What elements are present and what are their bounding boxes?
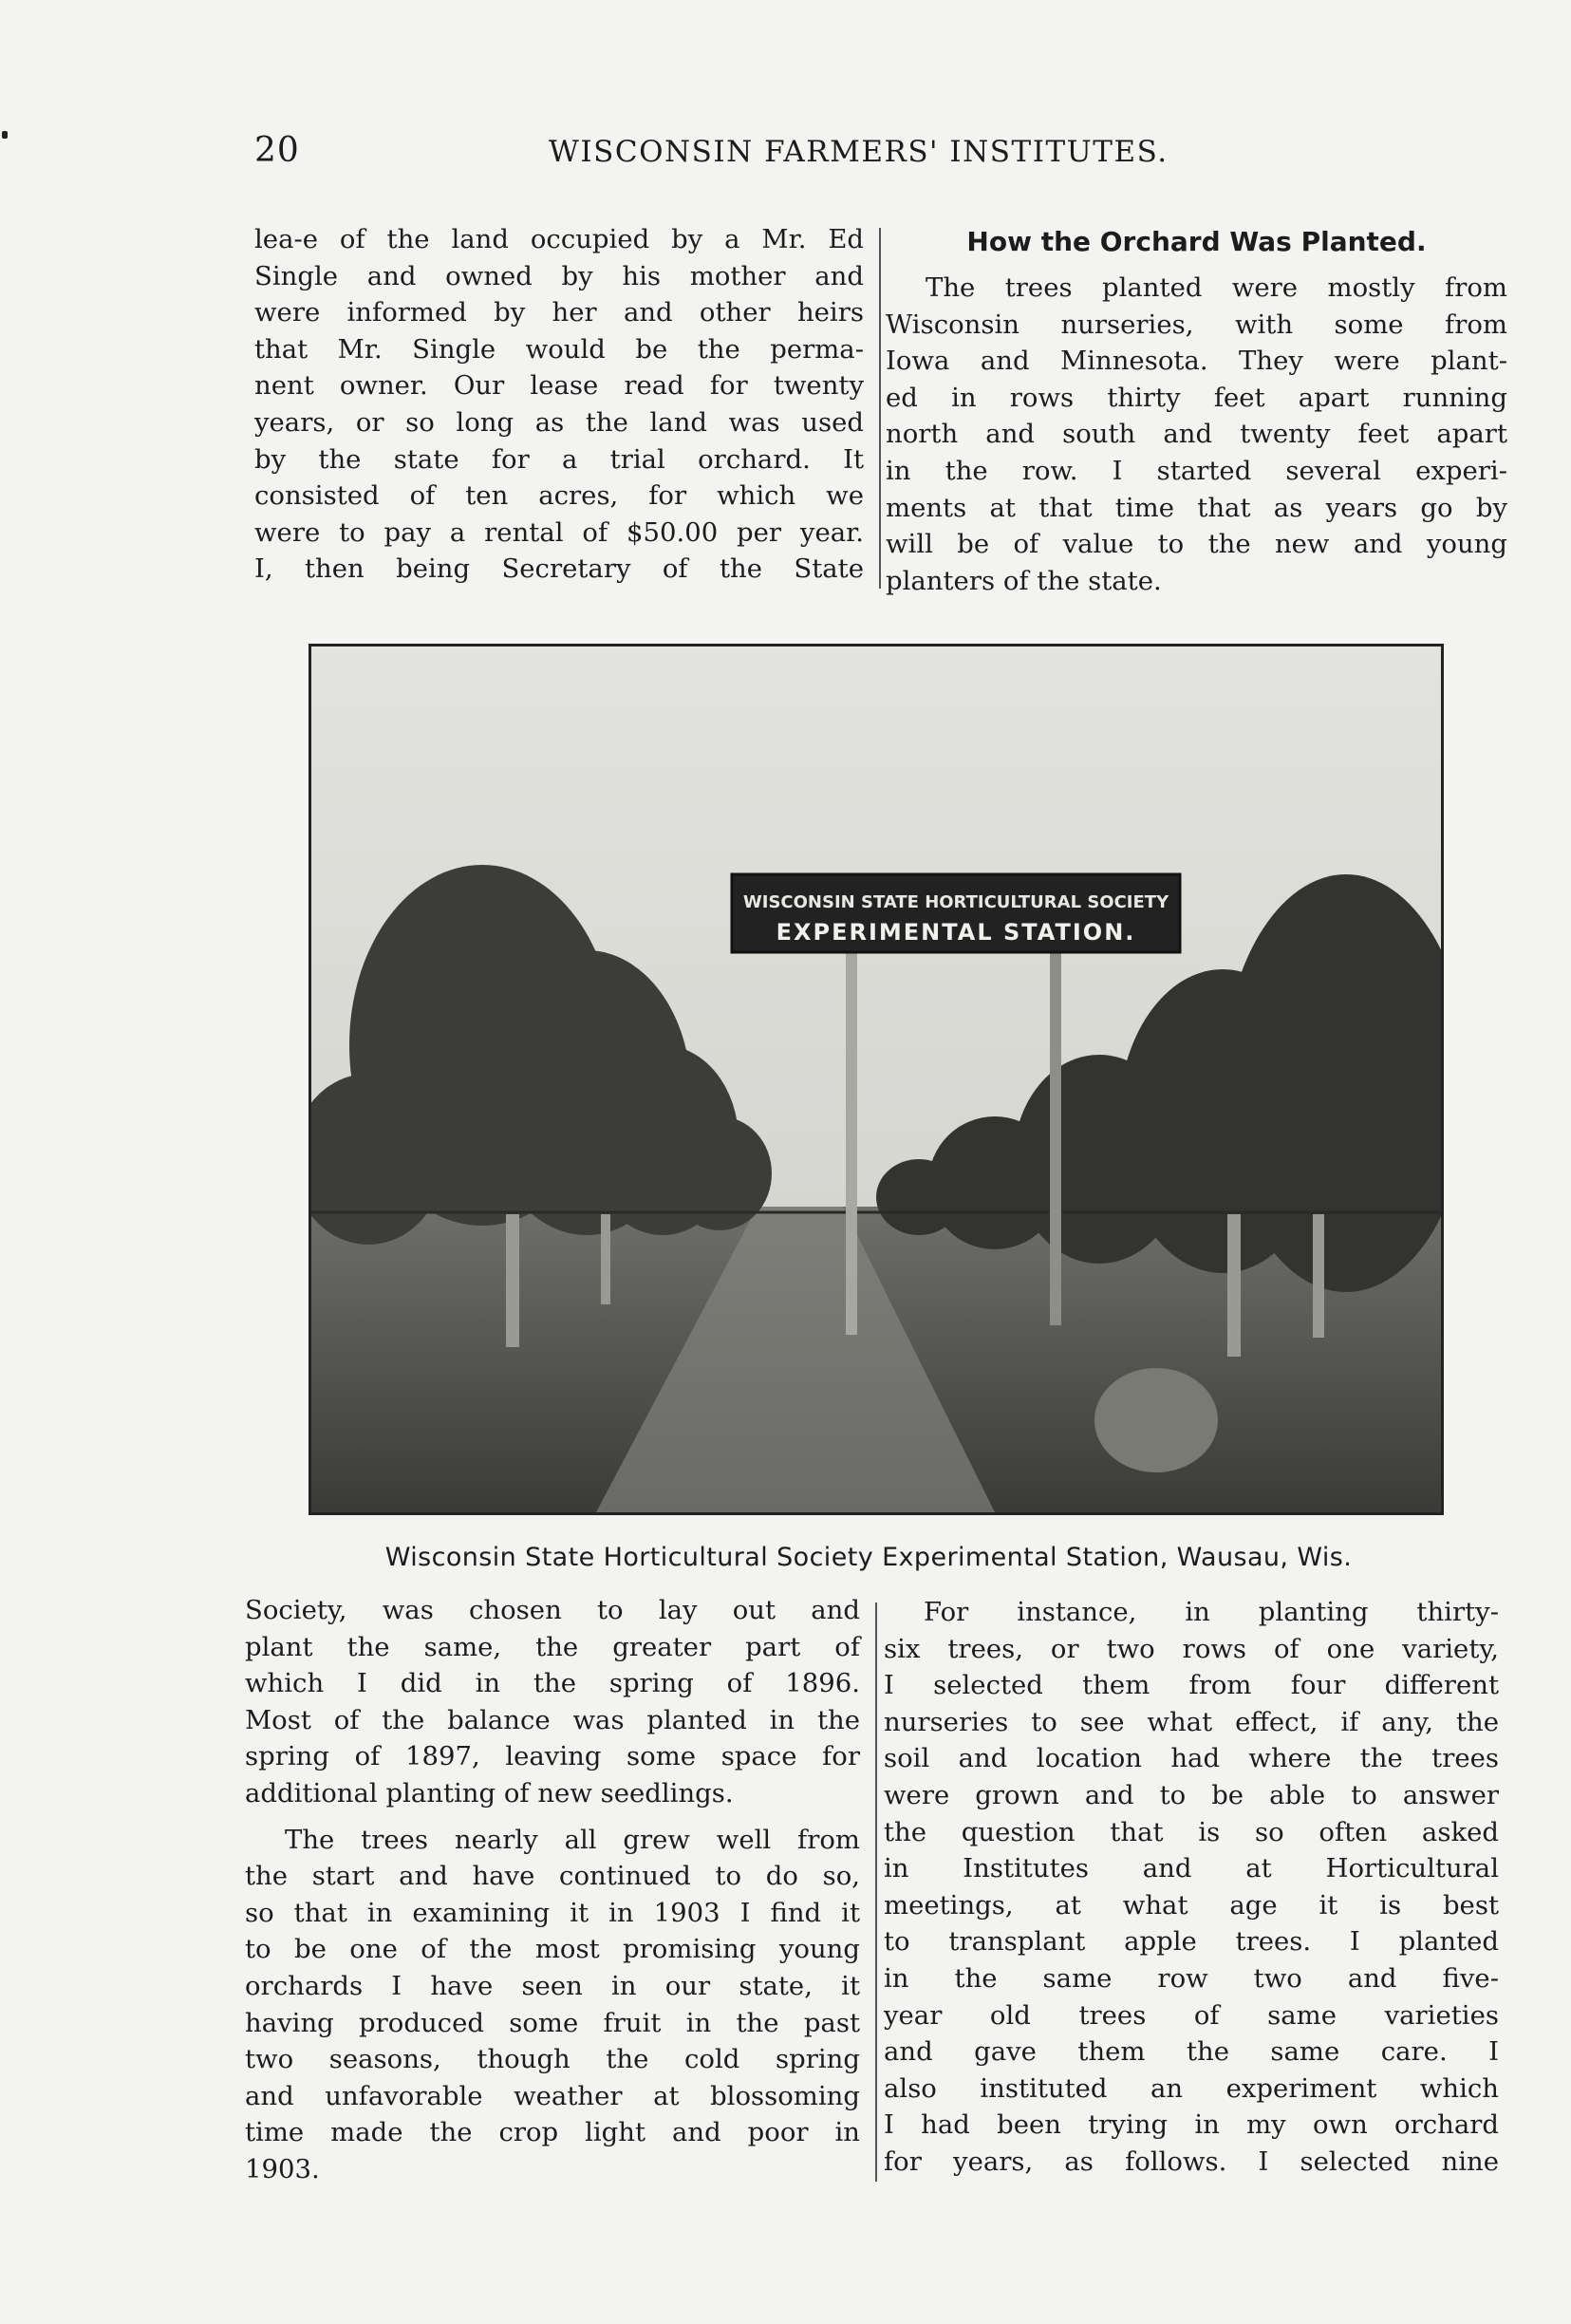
text-line: plant the same, the greater part of	[245, 1631, 860, 1662]
text-line: will be of value to the new and young	[886, 529, 1507, 560]
text-line: also instituted an experiment which	[884, 2072, 1499, 2104]
text-line: and unfavorable weather at blossoming	[245, 2080, 860, 2111]
text-line: ed in rows thirty feet apart running	[886, 382, 1507, 413]
sign-line-1: WISCONSIN STATE HORTICULTURAL SOCIETY	[742, 892, 1169, 912]
text-line: in Institutes and at Horticultural	[884, 1853, 1499, 1884]
text-line: lea-e of the land occupied by a Mr. Ed	[254, 224, 864, 254]
text-line: by the state for a trial orchard. It	[254, 443, 864, 475]
bottom-left-paragraph-2	[245, 1822, 860, 2188]
text-line: for years, as follows. I selected nine	[884, 2146, 1499, 2177]
text-line: in the same row two and five-	[884, 1962, 1499, 1994]
photo-caption: Wisconsin State Horticultural Society Experimental Station, Wausau, Wis.	[384, 1543, 1353, 1572]
text-line: nurseries to see what effect, if any, the	[884, 1706, 1499, 1737]
text-line: Single and owned by his mother and	[254, 260, 864, 291]
bottom-right-column	[884, 1594, 1499, 2181]
text-line: Society, was chosen to lay out and	[245, 1595, 860, 1625]
text-line: year old trees of same varieties	[884, 1999, 1499, 2031]
section-heading: How the Orchard Was Planted.	[966, 226, 1427, 257]
text-line: 1903.	[245, 2153, 320, 2184]
text-line: nent owner. Our lease read for twenty	[254, 370, 864, 402]
text-line: and gave them the same care. I	[884, 2036, 1499, 2068]
top-right-column	[886, 224, 1507, 599]
column-rule-top	[879, 228, 881, 589]
column-rule-bottom	[875, 1602, 877, 2182]
orchard-scene	[311, 647, 1441, 1512]
text-line: meetings, at what age it is best	[884, 1889, 1499, 1921]
top-right-text	[886, 270, 1507, 599]
text-line: which I did in the spring of 1896.	[245, 1668, 860, 1699]
text-line: The trees nearly all grew well from	[285, 1824, 860, 1855]
text-line: orchards I have seen in our state, it	[245, 1970, 860, 2001]
scan-speck	[2, 131, 8, 139]
text-line: that Mr. Single would be the perma-	[254, 333, 864, 365]
text-line: planters of the state.	[886, 565, 1162, 596]
bottom-left-paragraph-1	[245, 1592, 860, 1812]
page-number: 20	[254, 131, 300, 170]
text-line: having produced some fruit in the past	[245, 2007, 860, 2038]
text-line: to transplant apple trees. I planted	[884, 1926, 1499, 1958]
top-left-column	[254, 221, 864, 588]
text-line: were grown and to be able to answer	[884, 1779, 1499, 1810]
sign-line-2: EXPERIMENTAL STATION.	[776, 919, 1136, 946]
bottom-left-column	[245, 1592, 860, 2188]
text-line: I, then being Secretary of the State	[254, 553, 864, 585]
text-line: ments at that time that as years go by	[886, 492, 1507, 523]
text-line: were to pay a rental of $50.00 per year.	[254, 516, 864, 548]
orchard-photograph	[309, 644, 1444, 1515]
text-line: the start and have continued to do so,	[245, 1861, 860, 1892]
text-line: time made the crop light and poor in	[245, 2117, 860, 2148]
text-line: The trees planted were mostly from	[926, 272, 1507, 303]
text-line: I selected them from four different	[884, 1670, 1499, 1701]
text-line: spring of 1897, leaving some space for	[245, 1741, 860, 1772]
text-line: Most of the balance was planted in the	[245, 1704, 860, 1735]
text-line: in the row. I started several experi-	[886, 455, 1507, 486]
text-line: years, or so long as the land was used	[254, 406, 864, 438]
text-line: north and south and twenty feet apart	[886, 419, 1507, 450]
text-line: two seasons, though the cold spring	[245, 2044, 860, 2075]
text-line: Wisconsin nurseries, with some from	[886, 309, 1507, 340]
text-line: were informed by her and other heirs	[254, 297, 864, 328]
page-header	[254, 131, 1223, 178]
text-line: Iowa and Minnesota. They were plant-	[886, 346, 1507, 377]
running-title: WISCONSIN FARMERS' INSTITUTES.	[549, 135, 1169, 169]
text-line: soil and location had where the trees	[884, 1743, 1499, 1774]
text-line: six trees, or two rows of one variety,	[884, 1633, 1499, 1664]
text-line: For instance, in planting thirty-	[924, 1597, 1499, 1627]
text-line: to be one of the most promising young	[245, 1934, 860, 1965]
text-line: I had been trying in my own orchard	[884, 2109, 1499, 2141]
text-line: the question that is so often asked	[884, 1816, 1499, 1847]
text-line: so that in examining it in 1903 I find it	[245, 1897, 860, 1928]
text-line: consisted of ten acres, for which we	[254, 480, 864, 512]
text-line: additional planting of new seedlings.	[245, 1777, 734, 1809]
